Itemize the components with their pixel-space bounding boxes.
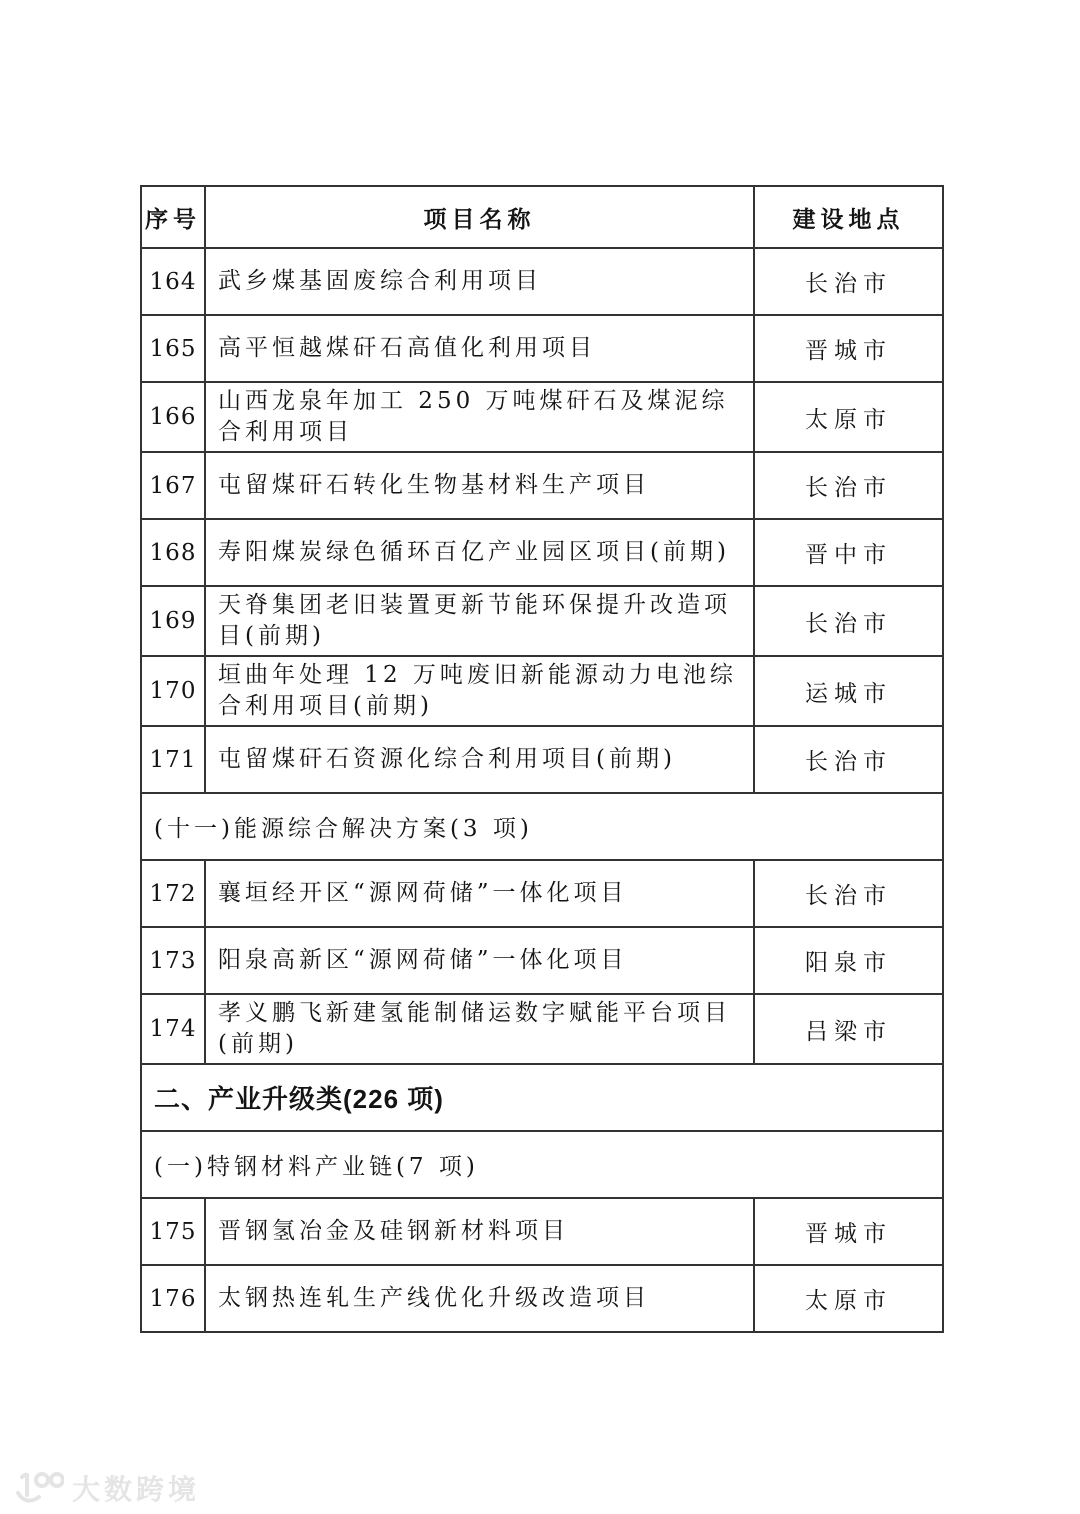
project-name-cell: 寿阳煤炭绿色循环百亿产业园区项目(前期): [205, 519, 754, 586]
row-number-cell: 168: [141, 519, 205, 586]
section-header-cell: (一)特钢材料产业链(7 项): [141, 1131, 943, 1198]
table-row: [141, 519, 943, 586]
location-cell: 运城市: [754, 656, 943, 726]
row-number-cell: 172: [141, 860, 205, 927]
row-number-cell: 167: [141, 452, 205, 519]
location-cell: 晋中市: [754, 519, 943, 586]
project-name-cell: 高平恒越煤矸石高值化利用项目: [205, 315, 754, 382]
row-number-cell: 174: [141, 994, 205, 1064]
table-row: [141, 248, 943, 315]
watermark: [12, 1468, 200, 1508]
section-header-row: [141, 1064, 943, 1131]
project-name-cell: 屯留煤矸石资源化综合利用项目(前期): [205, 726, 754, 793]
project-name-cell: 太钢热连轧生产线优化升级改造项目: [205, 1265, 754, 1332]
table-row: [141, 726, 943, 793]
watermark-text: 大数跨境: [72, 1474, 201, 1505]
column-header-number: 序号: [141, 186, 205, 248]
section-header-row: [141, 793, 943, 860]
table-body: [141, 248, 943, 1332]
location-cell: 吕梁市: [754, 994, 943, 1064]
project-name-cell: 垣曲年处理 12 万吨废旧新能源动力电池综合利用项目(前期): [205, 656, 754, 726]
table-header-row: [141, 186, 943, 248]
table-row: [141, 860, 943, 927]
table-row: [141, 452, 943, 519]
section-header-cell: 二、产业升级类(226 项): [141, 1064, 943, 1131]
table-row: [141, 586, 943, 656]
table-row: [141, 927, 943, 994]
table-row: [141, 994, 943, 1064]
location-cell: 长治市: [754, 860, 943, 927]
project-name-cell: 山西龙泉年加工 250 万吨煤矸石及煤泥综合利用项目: [205, 382, 754, 452]
project-name-cell: 孝义鹏飞新建氢能制储运数字赋能平台项目(前期): [205, 994, 754, 1064]
project-table: [140, 185, 944, 1333]
location-cell: 太原市: [754, 1265, 943, 1332]
project-name-cell: 阳泉高新区“源网荷储”一体化项目: [205, 927, 754, 994]
section-header-row: [141, 1131, 943, 1198]
table-row: [141, 315, 943, 382]
project-name-cell: 天脊集团老旧装置更新节能环保提升改造项目(前期): [205, 586, 754, 656]
row-number-cell: 164: [141, 248, 205, 315]
section-header-cell: (十一)能源综合解决方案(3 项): [141, 793, 943, 860]
project-table-container: [140, 185, 944, 1333]
row-number-cell: 169: [141, 586, 205, 656]
row-number-cell: 173: [141, 927, 205, 994]
table-row: [141, 382, 943, 452]
table-row: [141, 1265, 943, 1332]
row-number-cell: 170: [141, 656, 205, 726]
project-name-cell: 晋钢氢冶金及硅钢新材料项目: [205, 1198, 754, 1265]
location-cell: 长治市: [754, 248, 943, 315]
table-row: [141, 656, 943, 726]
project-name-cell: 武乡煤基固废综合利用项目: [205, 248, 754, 315]
column-header-location: 建设地点: [754, 186, 943, 248]
project-name-cell: 屯留煤矸石转化生物基材料生产项目: [205, 452, 754, 519]
row-number-cell: 176: [141, 1265, 205, 1332]
row-number-cell: 175: [141, 1198, 205, 1265]
row-number-cell: 165: [141, 315, 205, 382]
column-header-project-name: 项目名称: [205, 186, 754, 248]
table-row: [141, 1198, 943, 1265]
location-cell: 太原市: [754, 382, 943, 452]
row-number-cell: 166: [141, 382, 205, 452]
location-cell: 晋城市: [754, 1198, 943, 1265]
location-cell: 长治市: [754, 726, 943, 793]
location-cell: 阳泉市: [754, 927, 943, 994]
location-cell: 晋城市: [754, 315, 943, 382]
row-number-cell: 171: [141, 726, 205, 793]
project-name-cell: 襄垣经开区“源网荷储”一体化项目: [205, 860, 754, 927]
location-cell: 长治市: [754, 452, 943, 519]
watermark-logo-icon: [12, 1469, 64, 1507]
location-cell: 长治市: [754, 586, 943, 656]
